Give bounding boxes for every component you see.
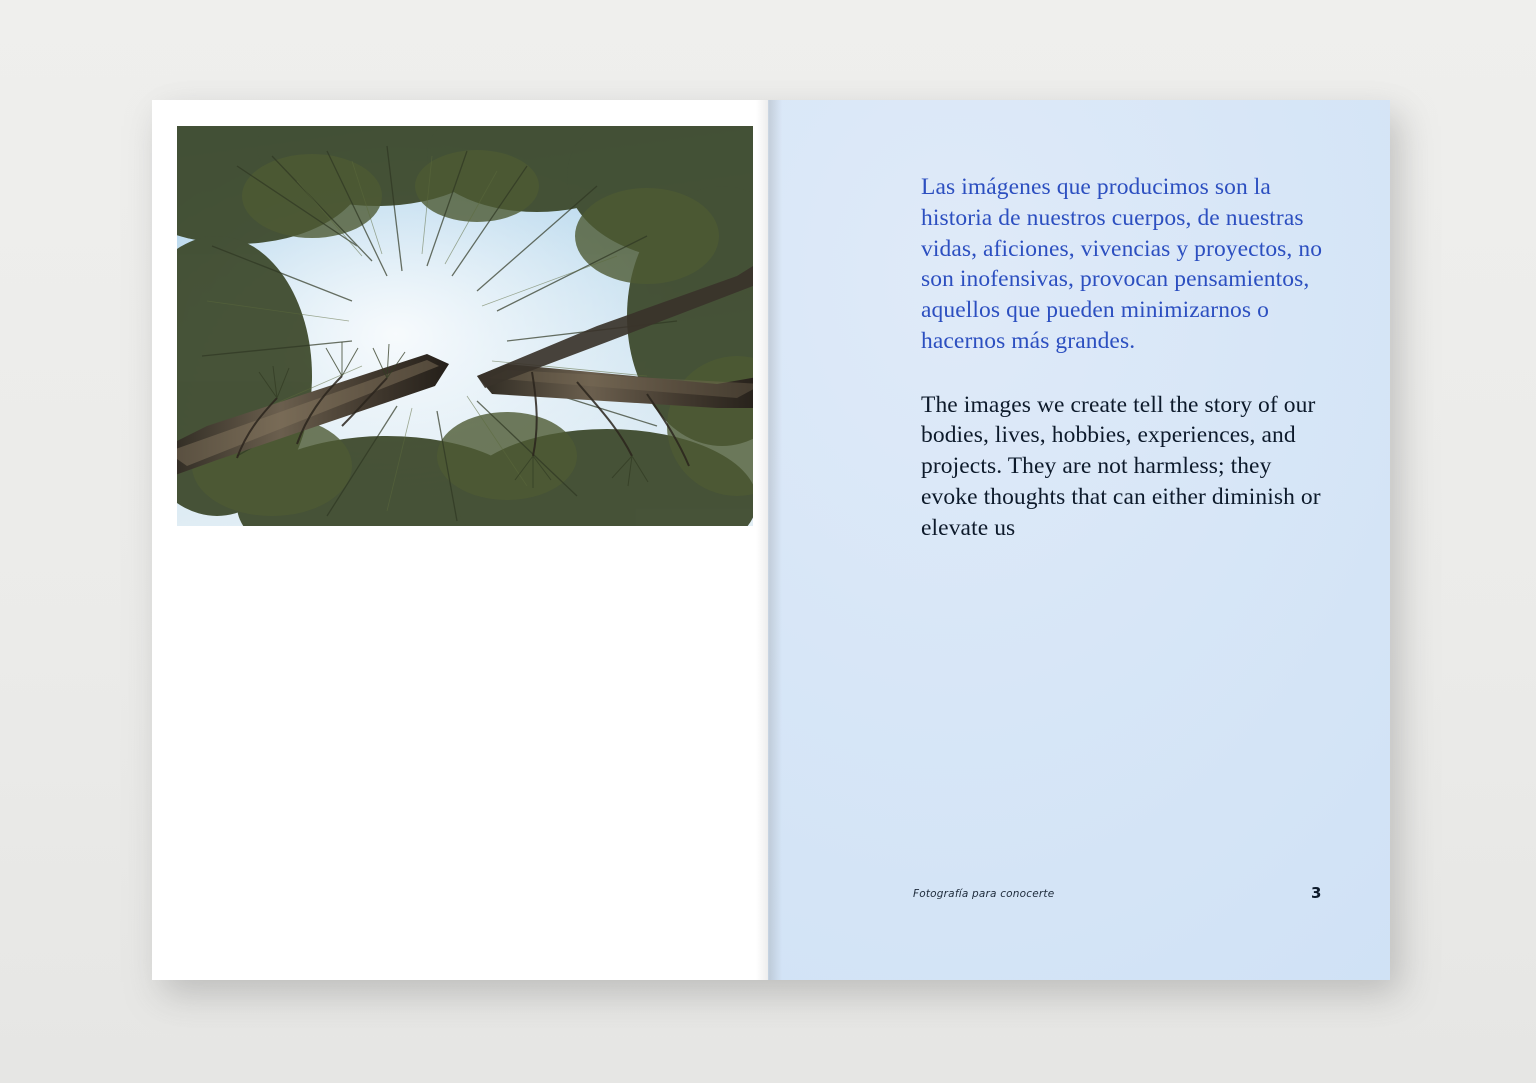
right-page — [768, 100, 1390, 980]
footer-caption: Fotografía para conocerte — [913, 888, 1055, 900]
page-number: 3 — [1311, 884, 1322, 902]
paragraph-english: The images we create tell the story of our bodies, lives, hobbies, experiences, and projects. They are not harmless; they evoke thoughts that can either diminish or elevate us — [921, 391, 1321, 541]
book-spread — [152, 100, 1390, 980]
forest-canopy-photo — [177, 126, 753, 526]
text-block — [921, 172, 1326, 544]
left-page — [152, 100, 768, 980]
paragraph-spanish: Las imágenes que producimos son la historia de nuestros cuerpos, de nuestras vidas, aficiones, vivencias y proyectos, no son inofensivas, provocan pensamientos, aquellos que pueden minimizarnos o hacernos más grandes. — [921, 174, 1323, 354]
page-footer — [768, 884, 1390, 918]
